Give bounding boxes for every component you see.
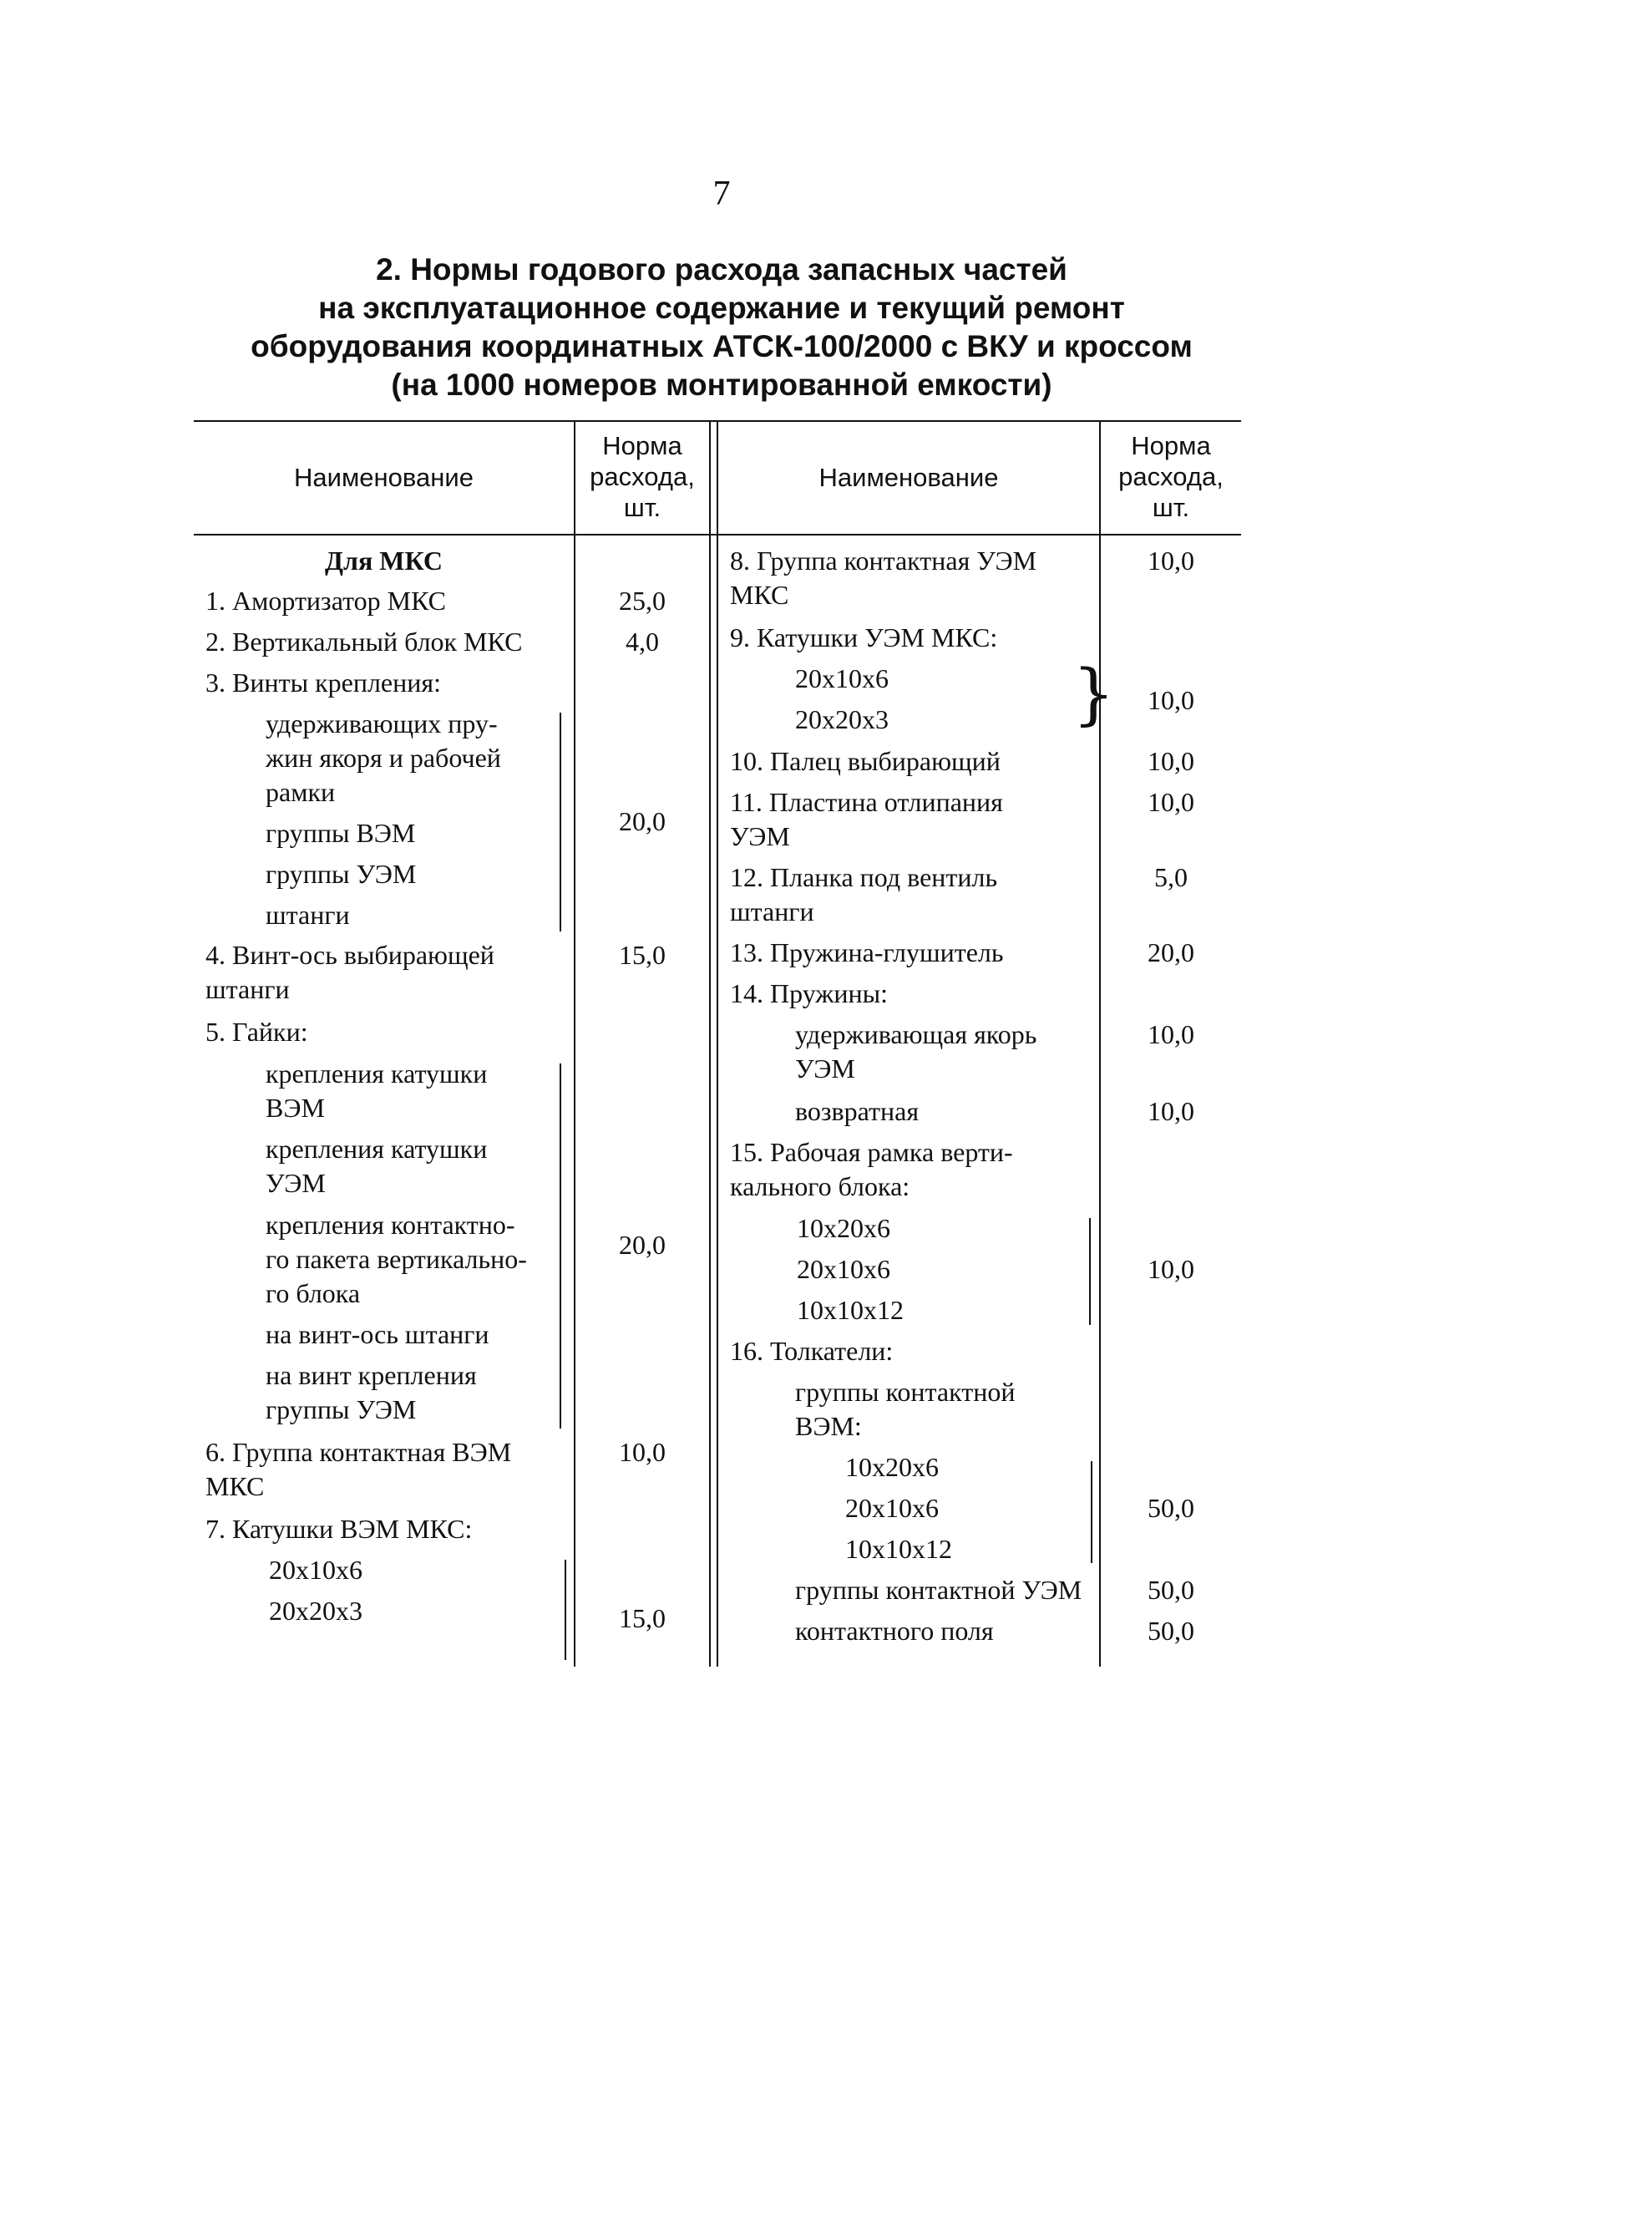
list-item: ВЭМ:: [795, 1411, 862, 1441]
header-norm-line-1: Норма: [1131, 431, 1211, 460]
list-item: контактного поля: [795, 1616, 994, 1646]
title-line-3: оборудования координатных АТСК-100/2000 с ВКУ и кроссом: [251, 329, 1193, 363]
list-item: 13. Пружина-глушитель: [730, 937, 1004, 967]
list-item: 6. Группа контактная ВЭМ: [205, 1437, 512, 1467]
group-brace: }: [1072, 655, 1115, 733]
list-item: 4. Винт-ось выбирающей: [205, 940, 494, 970]
list-item: 20х20х3: [269, 1596, 362, 1626]
norm-value: 50,0: [1148, 1493, 1194, 1523]
list-item: крепления контактно-: [266, 1210, 515, 1240]
list-item: 20х20х3: [795, 704, 889, 734]
list-item: на винт крепления: [266, 1360, 477, 1390]
list-item: кального блока:: [730, 1171, 910, 1201]
list-item: го блока: [266, 1278, 361, 1308]
norm-value: 10,0: [619, 1437, 666, 1467]
norm-value: 10,0: [1148, 746, 1194, 776]
group-brace: [1086, 1461, 1092, 1563]
list-item: жин якоря и рабочей: [266, 743, 501, 773]
norm-value: 10,0: [1148, 546, 1194, 576]
group-brace: [553, 1063, 561, 1429]
list-item: удерживающая якорь: [795, 1019, 1037, 1049]
list-item: 2. Вертикальный блок МКС: [205, 627, 523, 657]
header-norm-left: [575, 430, 709, 523]
norms-table: [194, 420, 1241, 1667]
list-item: УЭМ: [266, 1168, 326, 1198]
list-item: 10х20х6: [845, 1452, 939, 1482]
norm-value: 10,0: [1148, 1096, 1194, 1126]
list-item: 20х10х6: [269, 1555, 362, 1585]
list-item: 20х10х6: [797, 1254, 890, 1284]
list-item: на винт-ось штанги: [266, 1319, 489, 1349]
norm-value: 10,0: [1148, 685, 1194, 715]
list-item: группы контактной УЭМ: [795, 1575, 1082, 1605]
list-item: штанги: [730, 896, 814, 926]
list-item: крепления катушки: [266, 1058, 488, 1089]
norm-value: 4,0: [626, 627, 659, 657]
list-item: группы контактной: [795, 1377, 1016, 1407]
list-item: МКС: [730, 580, 789, 610]
norm-value: 20,0: [1148, 937, 1194, 967]
list-item: возвратная: [795, 1096, 920, 1126]
divider-center-1: [709, 420, 711, 1667]
list-item: МКС: [205, 1471, 265, 1501]
list-item: штанги: [205, 974, 290, 1004]
list-item: крепления катушки: [266, 1134, 488, 1164]
group-brace: [1084, 1218, 1091, 1325]
list-item: 16. Толкатели:: [730, 1336, 894, 1366]
page-number: 7: [712, 175, 731, 213]
list-item: штанги: [266, 900, 350, 930]
title-line-1: 2. Нормы годового расхода запасных частей: [376, 252, 1067, 287]
norm-value: 15,0: [619, 940, 666, 970]
document-title: [0, 251, 1443, 404]
section-title: Для МКС: [325, 546, 443, 576]
list-item: 15. Рабочая рамка верти-: [730, 1137, 1013, 1167]
list-item: 3. Винты крепления:: [205, 667, 441, 698]
list-item: ВЭМ: [266, 1093, 325, 1123]
list-item: УЭМ: [730, 821, 790, 851]
list-item: 20х10х6: [845, 1493, 939, 1523]
list-item: группы УЭМ: [266, 859, 417, 889]
header-norm-line-3: шт.: [1152, 493, 1190, 522]
norm-value: 10,0: [1148, 1254, 1194, 1284]
divider-center-2: [717, 420, 718, 1667]
norm-value: 50,0: [1148, 1616, 1194, 1646]
header-name-left: Наименование: [294, 463, 474, 492]
list-item: 10х10х12: [845, 1534, 952, 1564]
norm-value: 50,0: [1148, 1575, 1194, 1605]
group-brace: [553, 713, 561, 931]
group-brace: [560, 1560, 566, 1660]
list-item: рамки: [266, 777, 336, 807]
list-item: группы ВЭМ: [266, 818, 416, 848]
list-item: 1. Амортизатор МКС: [205, 586, 446, 616]
list-item: 14. Пружины:: [730, 978, 889, 1008]
header-norm-line-3: шт.: [623, 493, 661, 522]
header-norm-line-1: Норма: [602, 431, 682, 460]
list-item: группы УЭМ: [266, 1394, 417, 1424]
header-norm-right: [1101, 430, 1241, 523]
list-item: УЭМ: [795, 1053, 855, 1084]
list-item: 10х10х12: [797, 1295, 904, 1325]
norm-value: 15,0: [619, 1603, 666, 1633]
norm-value: 5,0: [1154, 862, 1188, 892]
header-norm-line-2: расхода,: [1118, 462, 1224, 491]
norm-value: 20,0: [619, 806, 666, 836]
norm-value: 20,0: [619, 1230, 666, 1260]
list-item: 10х20х6: [797, 1213, 890, 1243]
title-line-4: (на 1000 номеров монтированной емкости): [391, 368, 1052, 402]
list-item: удерживающих пру-: [266, 708, 498, 738]
list-item: 20х10х6: [795, 663, 889, 693]
list-item: 7. Катушки ВЭМ МКС:: [205, 1514, 473, 1544]
list-item: 9. Катушки УЭМ МКС:: [730, 622, 998, 652]
norm-value: 25,0: [619, 586, 666, 616]
list-item: 5. Гайки:: [205, 1017, 308, 1047]
header-norm-line-2: расхода,: [590, 462, 695, 491]
norm-value: 10,0: [1148, 787, 1194, 817]
header-name-right: Наименование: [818, 463, 999, 492]
list-item: го пакета вертикально-: [266, 1244, 527, 1274]
list-item: 10. Палец выбирающий: [730, 746, 1001, 776]
list-item: 8. Группа контактная УЭМ: [730, 546, 1037, 576]
norm-value: 10,0: [1148, 1019, 1194, 1049]
list-item: 11. Пластина отлипания: [730, 787, 1003, 817]
title-line-2: на эксплуатационное содержание и текущий ремонт: [318, 291, 1125, 325]
list-item: 12. Планка под вентиль: [730, 862, 998, 892]
